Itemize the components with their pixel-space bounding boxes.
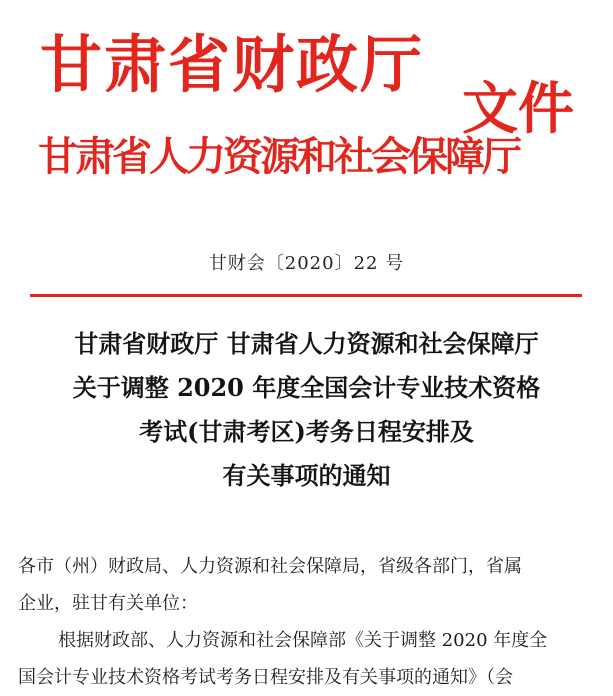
- document-title: [20, 322, 593, 498]
- title-line: 考试(甘肃考区)考务日程安排及: [139, 417, 474, 446]
- document-body: [18, 548, 598, 696]
- document-number: 甘财会〔2020〕22 号: [208, 253, 405, 274]
- body-paragraph-line: 国会计专业技术资格考试考务日程安排及有关事项的通知》（会: [18, 667, 513, 688]
- document-type-label: 文件: [462, 77, 574, 142]
- title-line: 关于调整 2020 年度全国会计专业技术资格: [72, 373, 541, 402]
- title-line: 甘肃省财政厅 甘肃省人力资源和社会保障厅: [74, 329, 539, 358]
- issuing-org-finance: 甘肃省财政厅: [40, 28, 425, 101]
- header-divider: [30, 294, 582, 297]
- title-line: 有关事项的通知: [222, 461, 391, 490]
- body-paragraph-line: 根据财政部、人力资源和社会保障部《关于调整 2020 年度全: [58, 630, 548, 651]
- issuing-org-hrss: 甘肃省人力资源和社会保障厅: [38, 134, 519, 180]
- recipients-line: 企业，驻甘有关单位：: [18, 593, 198, 614]
- recipients-line: 各市（州）财政局、人力资源和社会保障局，省级各部门，省属: [18, 556, 522, 577]
